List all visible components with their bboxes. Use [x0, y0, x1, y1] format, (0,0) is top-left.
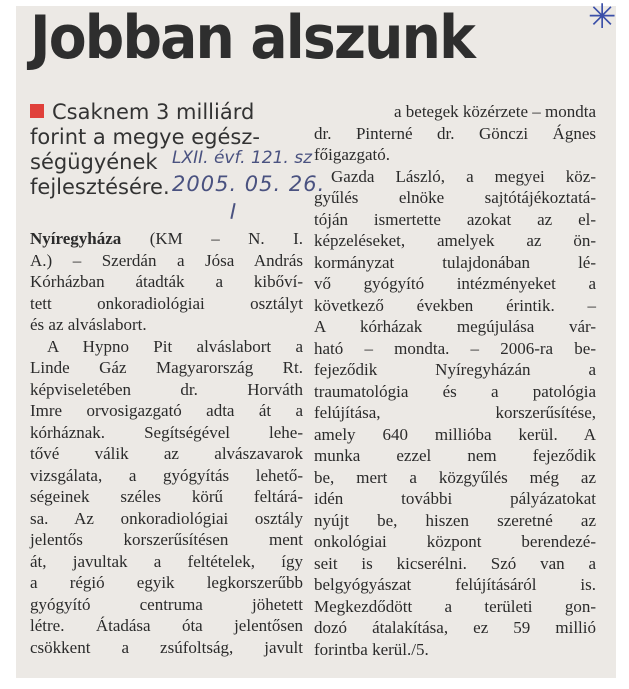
column-line: ható – mondta. – 2006-ra be-	[314, 338, 596, 358]
column-line: A Hypno Pit alváslabort a	[47, 336, 303, 356]
column-line: kórháznak. Segítségével lehe-	[30, 422, 303, 442]
column-line: kormányzat tulajdonában lé-	[314, 252, 596, 272]
column-line: traumatológia és a patológia	[314, 381, 596, 401]
column-line: Imre orvosigazgató adta át a	[30, 401, 303, 420]
star-icon: ✳	[588, 0, 617, 37]
column-line: tővé válik az alvászavarok	[30, 444, 303, 463]
column-line: onkológiai központ berendezé-	[314, 532, 596, 551]
column-line: és az alváslabort.	[30, 315, 147, 334]
column-line: jelentős korszerűsítésen ment	[30, 530, 303, 549]
bullet-square-icon	[30, 104, 44, 118]
column-line: gyógyító centruma jöhetett	[30, 594, 303, 614]
column-line: be, mert a közgyűlés még az	[314, 467, 596, 487]
lead-line-1: Csaknem 3 milliárd	[30, 100, 320, 125]
column-line: A.) – Szerdán a Jósa András	[30, 250, 303, 270]
column-line: amely 640 millióba kerül. A	[314, 424, 596, 444]
dateline-place: Nyíregyháza	[30, 229, 122, 248]
column-line: következő években érintik. –	[314, 295, 596, 315]
column-line: gyűlés elnöke sajtótájékoztatá-	[314, 188, 596, 207]
column-line: a régió egyik legkorszerűbb	[30, 573, 303, 592]
column-line: belgyógyászat felújításáról is.	[314, 575, 596, 594]
column-line: dozó átalakítása, ez 59 millió	[314, 618, 596, 637]
column-line: Linde Gáz Magyarország Rt.	[30, 358, 303, 377]
column-line: létre. Átadása óta jelentősen	[30, 616, 303, 635]
column-line: dr. Pinterné dr. Gönczi Ágnes	[314, 123, 596, 143]
column-line: Kórházban átadták a kibőví-	[30, 272, 303, 291]
column-line: nyújt be, hiszen szeretné az	[314, 510, 596, 530]
column-line: főigazgató.	[314, 145, 390, 164]
column-line: forintba kerül./5.	[314, 639, 429, 659]
column-line: át, javultak a feltételek, így	[30, 551, 303, 571]
column-line: seit is kicserélni. Szó van a	[314, 553, 596, 573]
handwritten-date: 2005. 05. 26.	[172, 172, 326, 196]
column-line: fejeződik Nyíregyházán a	[314, 360, 596, 379]
column-line: sa. Az onkoradiológiai osztály	[30, 508, 303, 528]
handwritten-issue-ref: LXII. évf. 121. sz	[172, 148, 313, 168]
column-line: tóján ismertette azokat az el-	[314, 209, 596, 229]
column-line: tett onkoradiológiai osztályt	[30, 293, 303, 313]
column-line: Megkezdődött a területi gon-	[314, 596, 596, 616]
column-line: felújítása, korszerűsítése,	[314, 403, 596, 422]
column-line: Gazda László, a megyei köz-	[331, 166, 596, 186]
column-line: idén további pályázatokat	[314, 489, 596, 508]
column-line: képviseletében dr. Horváth	[30, 379, 303, 399]
column-line: csökkent a zsúfoltság, javult	[30, 637, 303, 657]
headline: Jobban alszunk	[30, 3, 474, 73]
column-line: képzeléseket, amelyek az ön-	[314, 231, 596, 250]
column-line: munka ezzel nem fejeződik	[314, 446, 596, 465]
lead-line-4: fejlesztésére.	[30, 175, 170, 199]
lead-line-2: forint a megye egész-	[30, 125, 260, 149]
column-line: A kórházak megújulása vár-	[314, 317, 596, 336]
article-column-1	[30, 228, 303, 658]
column-line: vizsgálata, a gyógyítás lehető-	[30, 465, 303, 485]
column-line: Nyíregyháza (KM – N. I.	[30, 229, 303, 248]
article-column-2	[314, 101, 596, 660]
column-line: vő gyógyító intézményeket a	[314, 274, 596, 293]
column-line: ségeinek széles körű feltárá-	[30, 487, 303, 506]
column-line: a betegek közérzete – mondta	[393, 102, 596, 121]
lead-line-3: ségügyének	[30, 150, 158, 174]
